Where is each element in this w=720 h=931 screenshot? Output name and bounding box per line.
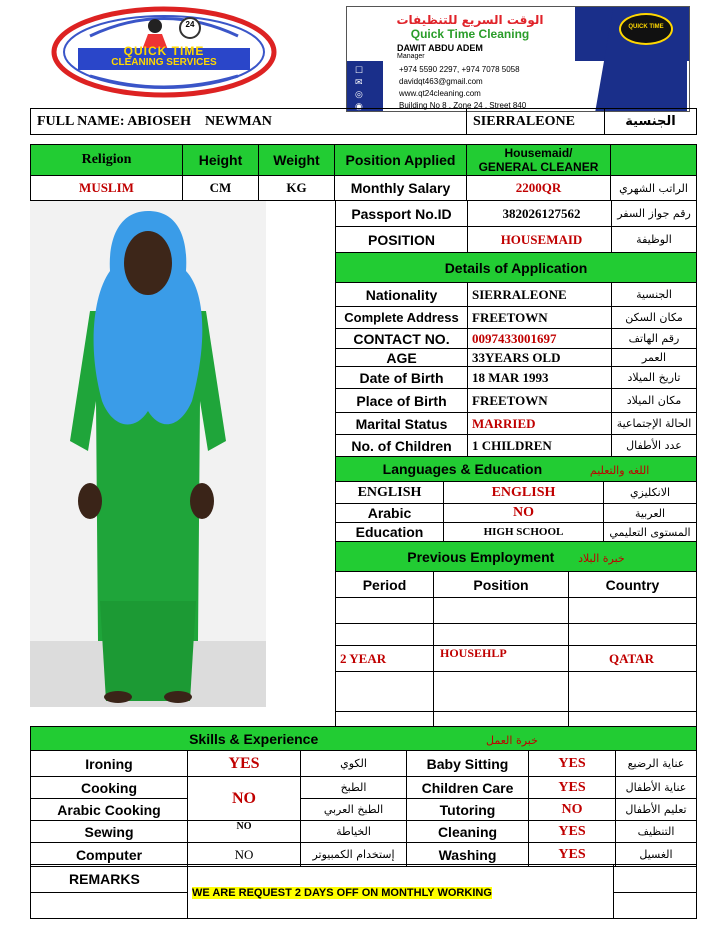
detail-value: 0097433001697 <box>468 329 612 349</box>
card-company: Quick Time Cleaning <box>410 27 530 41</box>
detail-label: Marital Status <box>336 413 468 435</box>
details-header: Details of Application <box>336 253 697 283</box>
card-email: davidqt463@gmail.com <box>399 77 483 86</box>
employment-cell <box>569 672 697 712</box>
company-logo <box>50 6 278 98</box>
height-header: Height <box>183 145 259 176</box>
logo-badge-text: 24 <box>185 20 195 29</box>
detail-ar: مكان الميلاد <box>612 389 697 413</box>
detail-value: 18 MAR 1993 <box>468 367 612 389</box>
passport-label: Passport No.ID <box>336 201 468 227</box>
employment-cell <box>336 624 434 646</box>
position-ar: الوظيفة <box>612 227 697 253</box>
language-value: NO <box>444 504 604 523</box>
web-icon: ◎ <box>355 89 363 99</box>
card-address: Building No 8 , Zone 24 , Street 840 <box>399 101 527 110</box>
language-ar: الانكليزي <box>604 482 697 504</box>
employment-cell <box>569 598 697 624</box>
name-row <box>30 108 697 135</box>
skill-value-cooking: NO <box>188 777 301 821</box>
skills-header-en: Skills & Experience <box>189 730 319 747</box>
detail-label: Nationality <box>336 283 468 307</box>
skill-ar: الطبخ العربي <box>301 799 407 821</box>
employment-cell <box>434 672 569 712</box>
detail-value: MARRIED <box>468 413 612 435</box>
passport-value: 382026127562 <box>468 201 612 227</box>
logo-top-text: QUICK TIME <box>123 44 205 58</box>
detail-value: FREETOWN <box>468 389 612 413</box>
weight-value: KG <box>259 176 335 201</box>
remarks-text: WE ARE REQUEST 2 DAYS OFF ON MONTHLY WORKING <box>192 886 492 899</box>
detail-label: Place of Birth <box>336 389 468 413</box>
languages-header <box>336 457 697 482</box>
religion-value: MUSLIM <box>31 176 183 201</box>
position-applied-header: Position Applied <box>335 145 467 176</box>
employment-col-country: Country <box>569 572 697 598</box>
candidate-photo <box>30 201 266 707</box>
card-website: www.qt24cleaning.com <box>399 89 481 98</box>
detail-value: 1 CHILDREN <box>468 435 612 457</box>
detail-ar: تاريخ الميلاد <box>612 367 697 389</box>
skill-value: NO <box>188 843 301 867</box>
detail-label: Complete Address <box>336 307 468 329</box>
skill-label: Cleaning <box>407 821 529 843</box>
language-ar: العربية <box>604 504 697 523</box>
skill-ar: الكوي <box>301 751 407 777</box>
skill-label: Arabic Cooking <box>31 799 188 821</box>
skill-label: Cooking <box>31 777 188 799</box>
religion-header: Religion <box>31 145 183 176</box>
detail-ar: رقم الهاتف <box>612 329 697 349</box>
skill-value: YES <box>529 777 616 799</box>
skill-value: YES <box>188 751 301 777</box>
employment-cell <box>434 624 569 646</box>
language-ar: المستوى التعليمي <box>604 523 697 542</box>
skill-label: Sewing <box>31 821 188 843</box>
employment-table <box>335 541 697 728</box>
name-row-nationality-ar: الجنسية <box>605 109 697 135</box>
detail-ar: الجنسية <box>612 283 697 307</box>
skill-ar: عناية الرضيع <box>616 751 697 777</box>
remarks-table <box>30 864 697 919</box>
name-row-nationality: SIERRALEONE <box>467 109 605 135</box>
detail-label: AGE <box>336 349 468 367</box>
languages-table <box>335 456 697 542</box>
employment-cell <box>336 598 434 624</box>
skill-ar: التنظيف <box>616 821 697 843</box>
position-applied-value <box>467 145 611 176</box>
remarks-empty <box>31 893 188 919</box>
skill-label: Ironing <box>31 751 188 777</box>
position-applied-line2: GENERAL CLEANER <box>478 160 599 174</box>
business-card <box>346 6 690 112</box>
language-value: ENGLISH <box>444 482 604 504</box>
detail-ar: الحالة الإجتماعية <box>612 413 697 435</box>
employment-header <box>336 542 697 572</box>
height-value: CM <box>183 176 259 201</box>
remarks-label: REMARKS <box>31 865 188 893</box>
skills-table <box>30 726 697 867</box>
employment-cell: QATAR <box>569 646 697 672</box>
remarks-text-cell <box>188 865 614 919</box>
skill-value: NO <box>188 821 301 843</box>
detail-ar: مكان السكن <box>612 307 697 329</box>
detail-value: 33YEARS OLD <box>468 349 612 367</box>
skill-ar: الطبخ <box>301 777 407 799</box>
card-arabic-name: الوقت السريع للتنظيفات <box>396 13 544 27</box>
skill-label: Washing <box>407 843 529 867</box>
skill-value: YES <box>529 843 616 867</box>
detail-label: Date of Birth <box>336 367 468 389</box>
employment-col-position: Position <box>434 572 569 598</box>
employment-cell <box>336 672 434 712</box>
skills-header-ar: خبرة العمل <box>486 733 538 747</box>
detail-label: CONTACT NO. <box>336 329 468 349</box>
email-icon: ✉ <box>355 77 363 87</box>
skill-ar: تعليم الأطفال <box>616 799 697 821</box>
skill-value: NO <box>529 799 616 821</box>
remarks-spare <box>614 893 697 919</box>
remarks-spare <box>614 865 697 893</box>
location-icon: ◉ <box>355 101 363 111</box>
languages-header-ar: اللغه والتعليم <box>589 464 650 477</box>
card-person: DAWIT ABDU ADEM <box>397 43 483 53</box>
employment-cell: 2 YEAR <box>336 646 434 672</box>
skill-ar: إستخدام الكمبيوتر <box>301 843 407 867</box>
skills-header <box>31 727 697 751</box>
position-applied-spare <box>611 145 697 176</box>
details-table <box>335 200 697 457</box>
skill-value: YES <box>529 751 616 777</box>
position-value: HOUSEMAID <box>468 227 612 253</box>
detail-value: FREETOWN <box>468 307 612 329</box>
language-label: Arabic <box>336 504 444 523</box>
skill-label: Tutoring <box>407 799 529 821</box>
detail-ar: العمر <box>612 349 697 367</box>
salary-value: 2200QR <box>467 176 611 201</box>
salary-label: Monthly Salary <box>335 176 467 201</box>
card-icon-strip <box>347 61 383 112</box>
logo-bottom-text: CLEANING SERVICES <box>111 57 217 68</box>
detail-value: SIERRALEONE <box>468 283 612 307</box>
skill-label: Baby Sitting <box>407 751 529 777</box>
salary-ar: الراتب الشهري <box>611 176 697 201</box>
detail-ar: عدد الأطفال <box>612 435 697 457</box>
skill-value: YES <box>529 821 616 843</box>
detail-label: No. of Children <box>336 435 468 457</box>
language-label: Education <box>336 523 444 542</box>
skill-ar: الغسيل <box>616 843 697 867</box>
employment-header-ar: خبرة البلاد <box>578 551 625 565</box>
languages-header-en: Languages & Education <box>382 461 543 477</box>
skill-label: Children Care <box>407 777 529 799</box>
weight-header: Weight <box>259 145 335 176</box>
employment-header-en: Previous Employment <box>407 548 555 565</box>
language-label: ENGLISH <box>336 482 444 504</box>
position-applied-line1: Housemaid/ <box>504 146 573 160</box>
employment-cell <box>569 624 697 646</box>
position-label: POSITION <box>336 227 468 253</box>
employment-col-period: Period <box>336 572 434 598</box>
card-role: Manager <box>397 53 425 60</box>
skill-ar: عناية الأطفال <box>616 777 697 799</box>
top-info-table <box>30 144 697 201</box>
phone-icon: ☐ <box>355 65 364 75</box>
employment-cell <box>434 598 569 624</box>
language-value: HIGH SCHOOL <box>444 523 604 542</box>
card-badge-text: QUICK TIME <box>628 24 664 30</box>
passport-ar: رقم جواز السفر <box>612 201 697 227</box>
full-name: FULL NAME: ABIOSEH NEWMAN <box>31 109 467 135</box>
card-phone: +974 5590 2297, +974 7078 5058 <box>399 65 520 74</box>
skill-label: Computer <box>31 843 188 867</box>
employment-cell: HOUSEHLP <box>434 646 569 672</box>
skill-ar: الخياطة <box>301 821 407 843</box>
